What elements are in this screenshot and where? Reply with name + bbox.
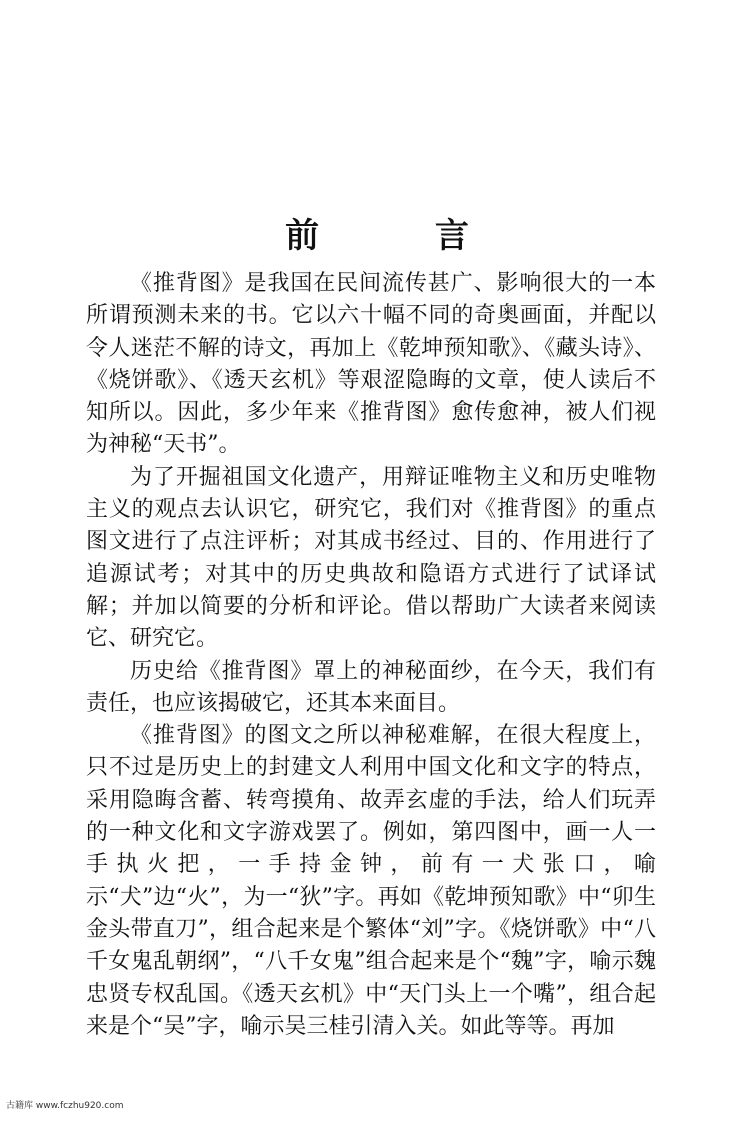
preface-body [86,268,656,1043]
paragraph-2: 为了开掘祖国文化遗产，用辩证唯物主义和历史唯物主义的观点去认识它，研究它，我们对《推背图》的重点图文进行了点注评析；对其成书经过、目的、作用进行了追源试考；对其中的历史典故和隐语方式进行了试译试解；并加以简要的分析和评论。借以帮助广大读者来阅读它、研究它。 [86,464,656,652]
watermark-text: 古籍库 www.fczhu920.com [6,1101,124,1111]
paragraph-1: 《推背图》是我国在民间流传甚广、影响很大的一本所谓预测未来的书。它以六十幅不同的奇奥画面，并配以令人迷茫不解的诗文，再加上《乾坤预知歌》、《藏头诗》、《烧饼歌》、《透天玄机》等艰涩隐晦的文章，使人读后不知所以。因此，多少年来《推背图》愈传愈神，被人们视为神秘“天书”。 [86,271,656,458]
paragraph-3: 历史给《推背图》罩上的神秘面纱，在今天，我们有责任，也应该揭破它，还其本来面目。 [86,658,656,716]
page-title: 前 言 [285,215,521,256]
paragraph-4: 《推背图》的图文之所以神秘难解，在很大程度上，只不过是历史上的封建文人利用中国文化和文字的特点，采用隐晦含蓄、转弯摸角、故弄玄虚的手法，给人们玩弄的一种文化和文字游戏罢了。例如，第四图中，画一人一手执火把，一手持金钟，前有一犬张口，喻示“犬”边“火”，为一“狄”字。再如《乾坤预知歌》中“卯生金头带直刀”，组合起来是个繁体“刘”字。《烧饼歌》中“八千女鬼乱朝纲”，“八千女鬼”组合起来是个“魏”字，喻示魏忠贤专权乱国。《透天玄机》中“天门头上一个嘴”，组合起来是个“吴”字，喻示吴三桂引清入关。如此等等。再加 [86,723,656,1039]
